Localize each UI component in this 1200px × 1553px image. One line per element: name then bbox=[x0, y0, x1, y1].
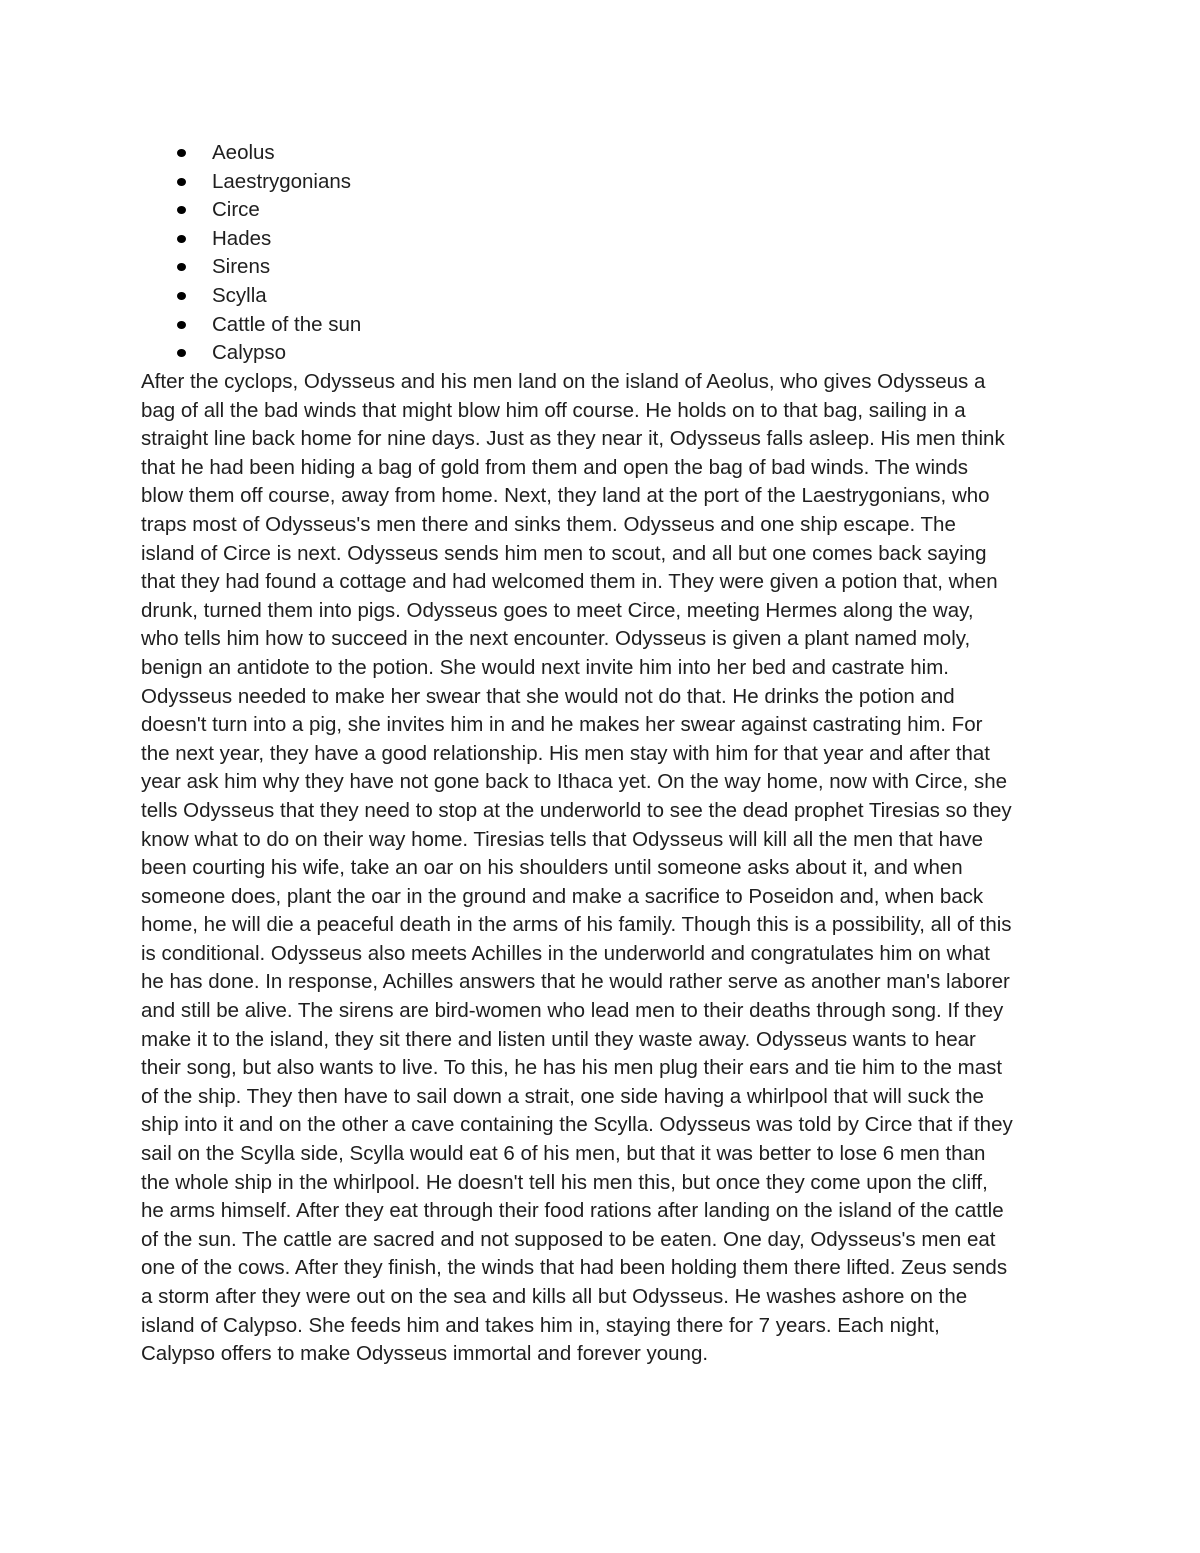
paragraph-line: sail on the Scylla side, Scylla would eat 6 of his men, but that it was better to lose 6 men than bbox=[141, 1142, 986, 1166]
paragraph-line: blow them off course, away from home. Next, they land at the port of the Laestrygonians, who bbox=[141, 484, 990, 508]
list-item bbox=[141, 139, 361, 168]
paragraph-line: island of Calypso. She feeds him and takes him in, staying there for 7 years. Each night, bbox=[141, 1313, 940, 1337]
list-item-label: Scylla bbox=[212, 283, 267, 307]
bullet-list bbox=[141, 139, 361, 368]
list-item bbox=[141, 282, 361, 311]
paragraph-line: who tells him how to succeed in the next encounter. Odysseus is given a plant named moly, bbox=[141, 627, 971, 651]
list-item-label: Hades bbox=[212, 226, 272, 250]
paragraph-line: doesn't turn into a pig, she invites him in and he makes her swear against castrating him. For bbox=[141, 713, 983, 737]
list-item-label: Aeolus bbox=[212, 141, 275, 164]
paragraph-line: he arms himself. After they eat through their food rations after landing on the island of the cattle bbox=[141, 1199, 1004, 1223]
paragraph-line: benign an antidote to the potion. She would next invite him into her bed and castrate him. bbox=[141, 655, 949, 679]
bullet-icon bbox=[177, 321, 186, 329]
paragraph-line: straight line back home for nine days. Just as they near it, Odysseus falls asleep. His men think bbox=[141, 427, 1005, 451]
paragraph-line: of the sun. The cattle are sacred and not supposed to be eaten. One day, Odysseus's men eat bbox=[141, 1227, 996, 1251]
paragraph-line: the whole ship in the whirlpool. He doesn't tell his men this, but once they come upon the cliff, bbox=[141, 1170, 988, 1194]
paragraph-line: make it to the island, they sit there and listen until they waste away. Odysseus wants to hear bbox=[141, 1027, 976, 1051]
paragraph-line: Calypso offers to make Odysseus immortal and forever young. bbox=[141, 1342, 709, 1366]
paragraph-line: a storm after they were out on the sea and kills all but Odysseus. He washes ashore on the bbox=[141, 1285, 968, 1308]
list-item bbox=[141, 225, 361, 254]
paragraph-line: that they had found a cottage and had welcomed them in. They were given a potion that, when bbox=[141, 570, 998, 594]
paragraph-line: tells Odysseus that they need to stop at the underworld to see the dead prophet Tiresias so they bbox=[141, 798, 1012, 822]
list-item bbox=[141, 253, 361, 282]
bullet-icon bbox=[177, 149, 186, 157]
list-item-label: Sirens bbox=[212, 255, 271, 279]
bullet-icon bbox=[177, 349, 186, 357]
paragraph-line: traps most of Odysseus's men there and sinks them. Odysseus and one ship escape. The bbox=[141, 512, 956, 536]
paragraph-line: someone does, plant the oar in the ground and make a sacrifice to Poseidon and, when back bbox=[141, 884, 984, 908]
paragraph-line: the next year, they have a good relationship. His men stay with him for that year and after that bbox=[141, 741, 990, 765]
list-item bbox=[141, 168, 361, 197]
list-item-label: Calypso bbox=[212, 341, 287, 365]
paragraph-line: their song, but also wants to live. To this, he has his men plug their ears and tie him to the mast bbox=[141, 1056, 1003, 1080]
list-item-label: Laestrygonians bbox=[212, 169, 352, 193]
paragraph-line: year ask him why they have not gone back to Ithaca yet. On the way home, now with Circe, she bbox=[141, 770, 1007, 794]
paragraph-line: been courting his wife, take an oar on his shoulders until someone asks about it, and when bbox=[141, 856, 963, 880]
paragraph-line: of the ship. They then have to sail down a strait, one side having a whirlpool that will suck the bbox=[141, 1084, 984, 1108]
paragraph-line: drunk, turned them into pigs. Odysseus goes to meet Circe, meeting Hermes along the way, bbox=[141, 598, 974, 622]
bullet-icon bbox=[177, 292, 186, 300]
list-item bbox=[141, 196, 361, 225]
body-paragraph bbox=[141, 368, 1066, 1369]
list-item-label: Cattle of the sun bbox=[212, 312, 362, 336]
paragraph-line: home, he will die a peaceful death in the arms of his family. Though this is a possibility, all of this bbox=[141, 913, 1012, 937]
paragraph-line: that he had been hiding a bag of gold from them and open the bag of bad winds. The winds bbox=[141, 455, 969, 479]
paragraph-line: island of Circe is next. Odysseus sends him men to scout, and all but one comes back saying bbox=[141, 541, 987, 565]
paragraph-line: ship into it and on the other a cave containing the Scylla. Odysseus was told by Circe that if they bbox=[141, 1113, 1013, 1137]
paragraph-line: After the cyclops, Odysseus and his men land on the island of Aeolus, who gives Odysseus a bbox=[141, 370, 986, 393]
bullet-icon bbox=[177, 206, 186, 214]
paragraph-line: he has done. In response, Achilles answers that he would rather serve as another man's laborer bbox=[141, 970, 1010, 994]
paragraph-line: and still be alive. The sirens are bird-women who lead men to their deaths through song. If they bbox=[141, 999, 1004, 1023]
bullet-icon bbox=[177, 178, 186, 186]
paragraph-line: is conditional. Odysseus also meets Achilles in the underworld and congratulates him on what bbox=[141, 941, 990, 965]
bullet-icon bbox=[177, 263, 186, 271]
bullet-icon bbox=[177, 235, 186, 243]
paragraph-line: bag of all the bad winds that might blow him off course. He holds on to that bag, sailing in a bbox=[141, 398, 966, 422]
list-item bbox=[141, 311, 361, 340]
paragraph-line: know what to do on their way home. Tiresias tells that Odysseus will kill all the men that have bbox=[141, 827, 984, 851]
paragraph-line: Odysseus needed to make her swear that she would not do that. He drinks the potion and bbox=[141, 684, 955, 708]
paragraph-line: one of the cows. After they finish, the winds that had been holding them there lifted. Zeus sends bbox=[141, 1256, 1008, 1280]
list-item-label: Circe bbox=[212, 198, 260, 222]
list-item bbox=[141, 339, 361, 368]
